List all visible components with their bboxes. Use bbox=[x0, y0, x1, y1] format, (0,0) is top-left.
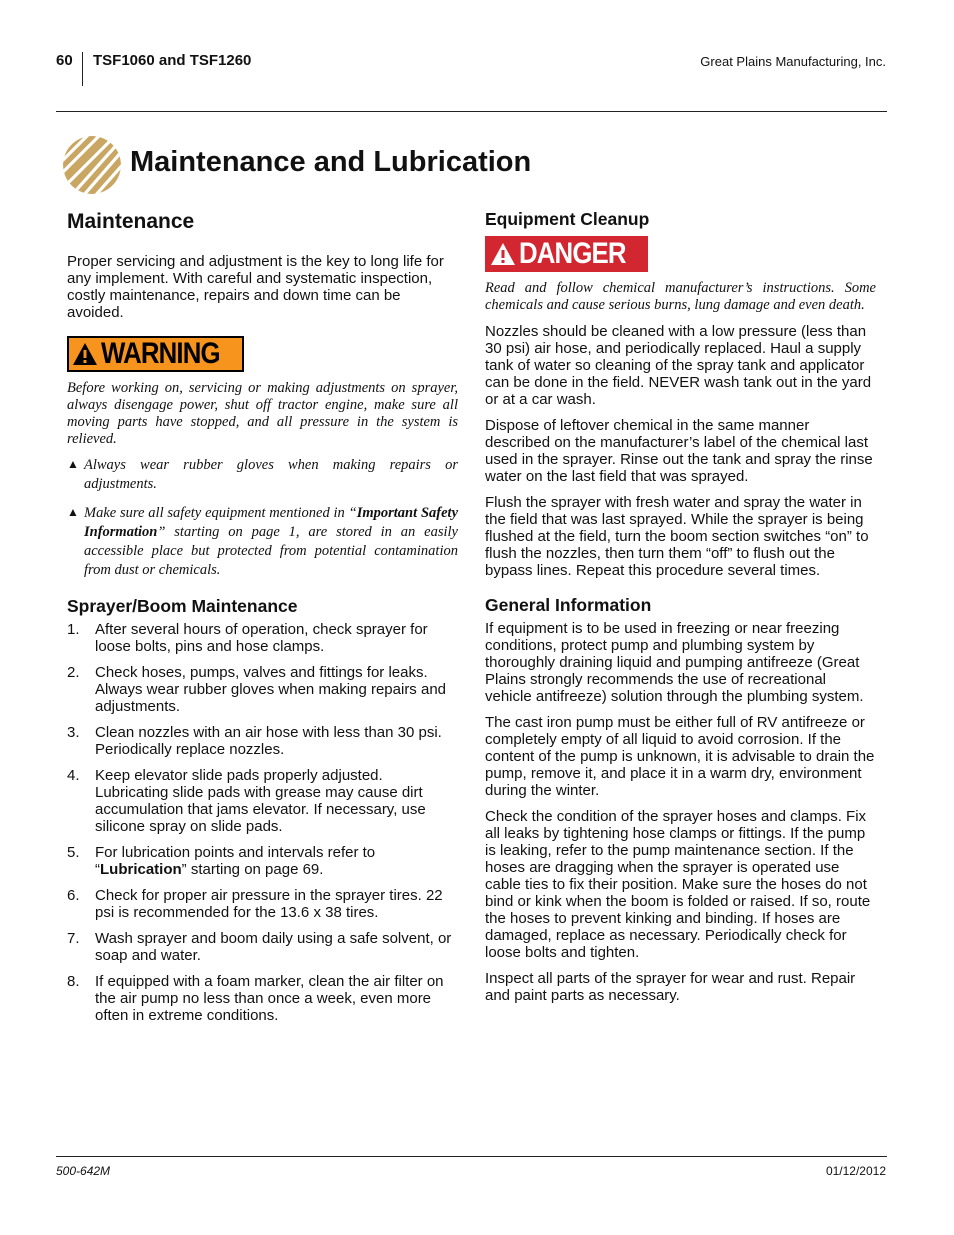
company-name: Great Plains Manufacturing, Inc. bbox=[700, 54, 886, 69]
warning-badge bbox=[67, 336, 244, 372]
danger-text: Read and follow chemical manufacturer’s instructions. Some chemicals and cause serious burns, lung damage and even death. bbox=[485, 280, 876, 313]
step-number: 2. bbox=[67, 664, 80, 681]
general-paragraph: The cast iron pump must be either full of RV antifreeze or completely empty of all liquid to avoid corrosion. If the content of the pump is unknown, it is advisable to drain the pump, remove it, and place it in a warm dry, environment during the winter. bbox=[485, 714, 875, 799]
header-divider bbox=[82, 52, 83, 86]
step-text: Keep elevator slide pads properly adjusted. Lubricating slide pads with grease may cause dirt accumulation that jams elevator. If necessary, use silicone spray on slide pads. bbox=[95, 767, 426, 835]
warning-bullet-text: Always wear rubber gloves when making repairs or adjustments. bbox=[84, 457, 458, 492]
step-text: Check for proper air pressure in the sprayer tires. 22 psi is recommended for the 13.6 x 38 tires. bbox=[95, 887, 443, 921]
document-date: 01/12/2012 bbox=[825, 1164, 886, 1178]
safety-info-reference: Important Safety Information bbox=[84, 505, 459, 540]
model-name: TSF1060 and TSF1260 bbox=[93, 52, 252, 69]
general-paragraph: Inspect all parts of the sprayer for wear and rust. Repair and paint parts as necessary. bbox=[485, 970, 856, 1004]
maintenance-heading: Maintenance bbox=[67, 210, 195, 233]
lubrication-reference: Lubrication bbox=[100, 861, 182, 878]
warning-bullet bbox=[67, 504, 458, 580]
header-rule bbox=[56, 111, 887, 112]
step-text: If equipped with a foam marker, clean the air filter on the air pump no less than once a week, even more often in extreme conditions. bbox=[95, 973, 444, 1024]
step-number: 5. bbox=[67, 844, 80, 861]
step-text: Clean nozzles with an air hose with less than 30 psi. Periodically replace nozzles. bbox=[95, 724, 442, 758]
general-paragraph: If equipment is to be used in freezing or near freezing conditions, protect pump and plumbing system by thoroughly draining liquid and pumping antifreeze (Great Plains strongly recommends the use of recreational vehicle antifreeze) solution through the plumbing system. bbox=[485, 620, 864, 705]
danger-label: DANGER bbox=[519, 237, 626, 270]
footer-rule bbox=[56, 1156, 887, 1157]
danger-badge bbox=[485, 236, 648, 272]
exclamation-triangle-icon bbox=[72, 342, 98, 366]
bullet-text-segment: Make sure all safety equipment mentioned in “ bbox=[84, 505, 357, 521]
list-item bbox=[67, 887, 458, 921]
step-number: 6. bbox=[67, 887, 80, 904]
step-text bbox=[95, 844, 458, 878]
document-number: 500-642M bbox=[56, 1164, 111, 1178]
general-paragraph: Check the condition of the sprayer hoses and clamps. Fix all leaks by tightening hose clamps or fittings. If the pump is leaking, refer to the pump maintenance section. If the hoses are dragging when the sprayer is operated use cable ties to fix their position. Make sure the hoses do not bind or kink when the boom is folded or raised. If so, route the hoses to prevent kinking and binding. If hoses are damaged, replace as necessary. Periodically check for loose bolts and tighten. bbox=[485, 808, 871, 961]
step-text: After several hours of operation, check sprayer for loose bolts, pins and hose clamps. bbox=[95, 621, 428, 655]
step-number: 4. bbox=[67, 767, 80, 784]
warning-text: Before working on, servicing or making adjustments on sprayer, always disengage power, shut off tractor engine, make sure all moving parts have stopped, and all pressure in the system is relieved. bbox=[67, 380, 458, 447]
great-plains-logo-icon bbox=[63, 136, 121, 194]
step-text: Check hoses, pumps, valves and fittings for leaks. Always wear rubber gloves when making repairs and adjustments. bbox=[95, 664, 447, 715]
step-number: 3. bbox=[67, 724, 80, 741]
right-column bbox=[485, 209, 876, 1013]
chapter-title: Maintenance and Lubrication bbox=[130, 146, 532, 178]
cleanup-paragraph: Flush the sprayer with fresh water and spray the water in the field that was last sprayed. While the sprayer is being flushed at the field, turn the boom section switches “on” to flush the nozzles, then turn them “off” to flush out the bypass lines. Repeat this procedure several times. bbox=[485, 494, 869, 579]
general-information-heading: General Information bbox=[485, 595, 652, 615]
sprayer-boom-heading: Sprayer/Boom Maintenance bbox=[67, 596, 298, 616]
list-item bbox=[67, 973, 458, 1024]
warning-bullet-text bbox=[84, 504, 458, 580]
step-text-segment: ” starting on page 69. bbox=[181, 861, 324, 878]
list-item bbox=[67, 844, 458, 878]
equipment-cleanup-heading: Equipment Cleanup bbox=[485, 209, 650, 229]
cleanup-paragraph: Dispose of leftover chemical in the same manner described on the manufacturer’s label of the chemical last used in the sprayer. Rinse out the tank and spray the rinse water on the last field that was sprayed. bbox=[485, 417, 873, 485]
list-item bbox=[67, 621, 458, 655]
left-column bbox=[67, 209, 458, 1033]
exclamation-triangle-icon bbox=[490, 242, 516, 266]
triangle-bullet-icon: ▲ bbox=[67, 505, 79, 519]
step-text-segment: For lubrication points and intervals refer to “ bbox=[95, 844, 376, 878]
step-number: 1. bbox=[67, 621, 80, 638]
bullet-text-segment: ” starting on page 1, are stored in an easily accessible place but protected from potential contamination from dust or chemicals. bbox=[84, 524, 458, 578]
cleanup-paragraph: Nozzles should be cleaned with a low pressure (less than 30 psi) air hose, and periodically replaced. Haul a supply tank of water so cleaning of the spray tank and applicator can be done in the field. NEVER wash tank out in the yard or at a car wash. bbox=[485, 323, 872, 408]
step-number: 7. bbox=[67, 930, 80, 947]
step-text: Wash sprayer and boom daily using a safe solvent, or soap and water. bbox=[95, 930, 452, 964]
maintenance-intro: Proper servicing and adjustment is the key to long life for any implement. With careful and systematic inspection, costly maintenance, repairs and down time can be avoided. bbox=[67, 253, 444, 321]
list-item bbox=[67, 664, 458, 715]
list-item bbox=[67, 930, 458, 964]
triangle-bullet-icon: ▲ bbox=[67, 457, 79, 471]
step-number: 8. bbox=[67, 973, 80, 990]
maintenance-steps bbox=[67, 621, 458, 1024]
list-item bbox=[67, 767, 458, 835]
warning-bullet bbox=[67, 456, 458, 494]
warning-label: WARNING bbox=[101, 337, 220, 370]
page-number: 60 bbox=[56, 52, 73, 69]
list-item bbox=[67, 724, 458, 758]
